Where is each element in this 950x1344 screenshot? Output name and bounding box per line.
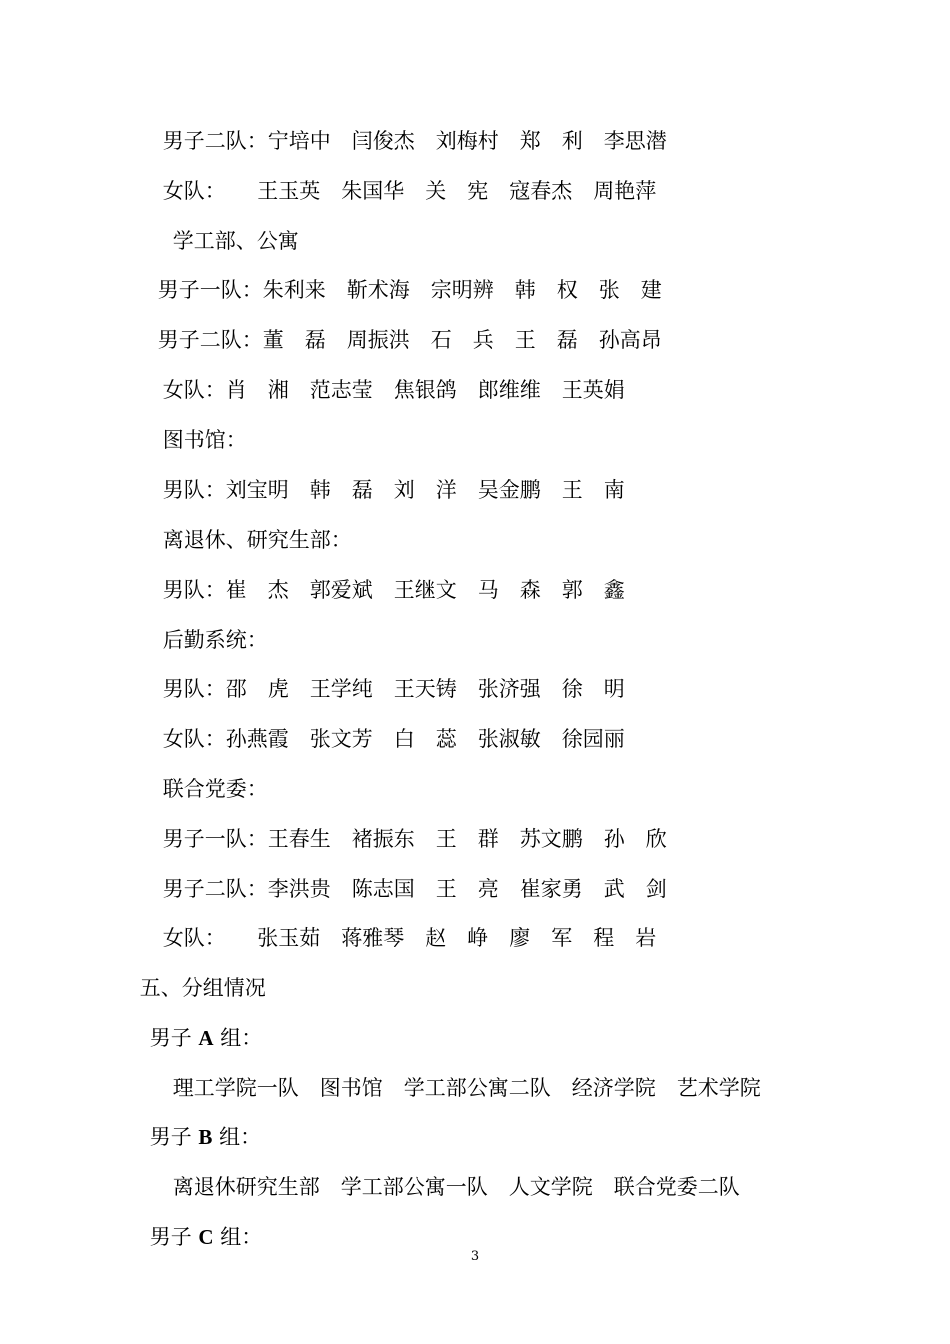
team-label: 女队：	[162, 926, 258, 950]
member-names: 朱利来 靳术海 宗明辨 韩 权 张 建	[262, 278, 662, 302]
member-names: 王玉英 朱国华 关 宪 寇春杰 周艳萍	[257, 179, 657, 203]
team-label: 女队：	[162, 378, 226, 402]
member-names: 董 磊 周振洪 石 兵 王 磊 孙高昂	[262, 328, 662, 352]
team-label: 女队：	[162, 179, 258, 203]
group-prefix: 男子	[149, 1026, 199, 1050]
team-label: 男子二队：	[162, 129, 268, 153]
member-names: 张玉茹 蒋雅琴 赵 峥 廖 军 程 岩	[257, 926, 657, 950]
page-number: 3	[470, 1249, 480, 1264]
team-list: 理工学院一队 图书馆 学工部公寓二队 经济学院 艺术学院	[172, 1076, 761, 1100]
group-letter: A	[198, 1026, 214, 1050]
group-prefix: 男子	[149, 1225, 199, 1249]
team-label: 男子二队：	[162, 877, 268, 901]
department-name: 学工部、公寓	[172, 229, 299, 253]
member-names: 王春生 褚振东 王 群 苏文鹏 孙 欣	[267, 827, 667, 851]
team-label: 男队：	[162, 677, 226, 701]
team-label: 男子一队：	[162, 827, 268, 851]
member-names: 刘宝明 韩 磊 刘 洋 吴金鹏 王 南	[225, 478, 625, 502]
member-names: 邵 虎 王学纯 王天铸 张济强 徐 明	[225, 677, 625, 701]
team-label: 女队：	[162, 727, 226, 751]
team-label: 男队：	[162, 478, 226, 502]
group-suffix: 组：	[212, 1125, 262, 1149]
team-label: 男子二队：	[157, 328, 263, 352]
team-label: 男子一队：	[157, 278, 263, 302]
department-name: 离退休、研究生部：	[162, 528, 352, 552]
team-list: 离退休研究生部 学工部公寓一队 人文学院 联合党委二队	[172, 1175, 740, 1199]
member-names: 崔 杰 郭爱斌 王继文 马 森 郭 鑫	[225, 578, 625, 602]
department-name: 联合党委：	[162, 777, 268, 801]
member-names: 李洪贵 陈志国 王 亮 崔家勇 武 剑	[267, 877, 667, 901]
group-suffix: 组：	[213, 1225, 263, 1249]
department-name: 图书馆：	[162, 428, 247, 452]
department-name: 后勤系统：	[162, 628, 268, 652]
group-prefix: 男子	[149, 1125, 199, 1149]
group-suffix: 组：	[213, 1026, 263, 1050]
section-title: 五、分组情况	[139, 976, 266, 1000]
group-letter: B	[198, 1125, 213, 1149]
team-label: 男队：	[162, 578, 226, 602]
member-names: 肖 湘 范志莹 焦银鸽 郎维维 王英娟	[225, 378, 625, 402]
group-letter: C	[198, 1225, 214, 1249]
member-names: 宁培中 闫俊杰 刘梅村 郑 利 李思潜	[267, 129, 667, 153]
member-names: 孙燕霞 张文芳 白 蕊 张淑敏 徐园丽	[225, 727, 625, 751]
